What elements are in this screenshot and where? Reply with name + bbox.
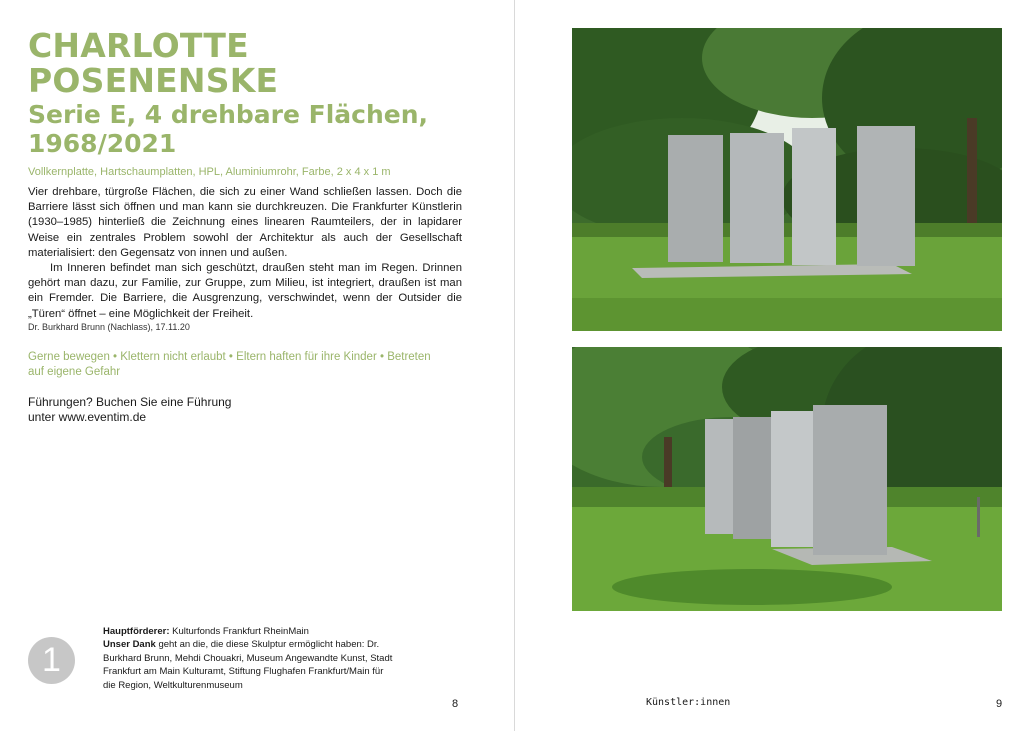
guided-tour-info <box>28 395 231 425</box>
section-label: Künstler:innen <box>646 697 731 708</box>
page-number-left: 8 <box>452 698 459 710</box>
guided-tour-line: Führungen? Buchen Sie eine Führung <box>28 395 232 409</box>
page-number-right: 9 <box>996 698 1003 710</box>
visitor-rules: Gerne bewegen • Klettern nicht erlaubt • Eltern haften für ihre Kinder • Betreten auf eigene Gefahr <box>28 351 431 378</box>
description-paragraph: Im Inneren befindet man sich geschützt, draußen steht man im Regen. Drinnen gehört man dazu, zur Familie, zur Gruppe, zum Milieu, ist integriert, draußen ist man ein Fremder. Die Barriere, die Ausgrenzung, verschwindet, wenn der Outsider die „Türen“ öffnet – eine Möglichkeit der Freiheit. <box>28 262 462 320</box>
right-page <box>515 0 1030 731</box>
left-page <box>0 0 514 731</box>
description-paragraph: Vier drehbare, türgroße Flächen, die sich zu einer Wand schließen lassen. Doch die Barriere lässt sich öffnen und man kann sie durchkreuzen. Die Frankfurter Künstlerin (1930–1985) hinterließ die Zeichnung eines linearen Raumteilers, der in lapidarer Weise ein zentrales Problem sowohl der Architektur als auch der Gesellschaft materialisiert: den Gegensatz von innen und außen. <box>28 186 462 259</box>
sculpture-number-badge: 1 <box>28 637 75 684</box>
thanks-text: geht an die, die diese Skulptur ermöglicht haben: Dr. Burkhard Brunn, Mehdi Chouakri, Museum Angewandte Kunst, Stadt Frankfurt am Main Kulturamt, Stiftung Flughafen Frankfurt/Main für die Region, Weltkulturenmuseum <box>103 639 393 691</box>
materials-line: Vollkernplatte, Hartschaumplatten, HPL, Aluminiumrohr, Farbe, 2 x 4 x 1 m <box>28 166 391 178</box>
artist-name-line: POSENENSKE <box>28 61 279 100</box>
sculpture-photo-front <box>572 28 1002 331</box>
sculpture-photo-side-image <box>572 347 1002 611</box>
sponsor-name: Kulturfonds Frankfurt RheinMain <box>172 626 309 637</box>
work-title-year: 1968/2021 <box>28 129 177 158</box>
work-title-line: Serie E, 4 drehbare Flächen, <box>28 100 429 129</box>
quote-source: Dr. Burkhard Brunn (Nachlass), 17.11.20 <box>28 322 190 332</box>
work-title <box>28 100 468 158</box>
sponsor-label: Hauptförderer: <box>103 626 170 637</box>
artist-name <box>28 28 278 98</box>
credits <box>103 625 393 692</box>
sculpture-photo-front-image <box>572 28 1002 331</box>
thanks-label: Unser Dank <box>103 639 156 651</box>
description-text <box>28 185 462 322</box>
guided-tour-link[interactable]: unter www.eventim.de <box>28 410 147 424</box>
sculpture-photo-side <box>572 347 1002 611</box>
artist-name-line: CHARLOTTE <box>28 26 249 65</box>
